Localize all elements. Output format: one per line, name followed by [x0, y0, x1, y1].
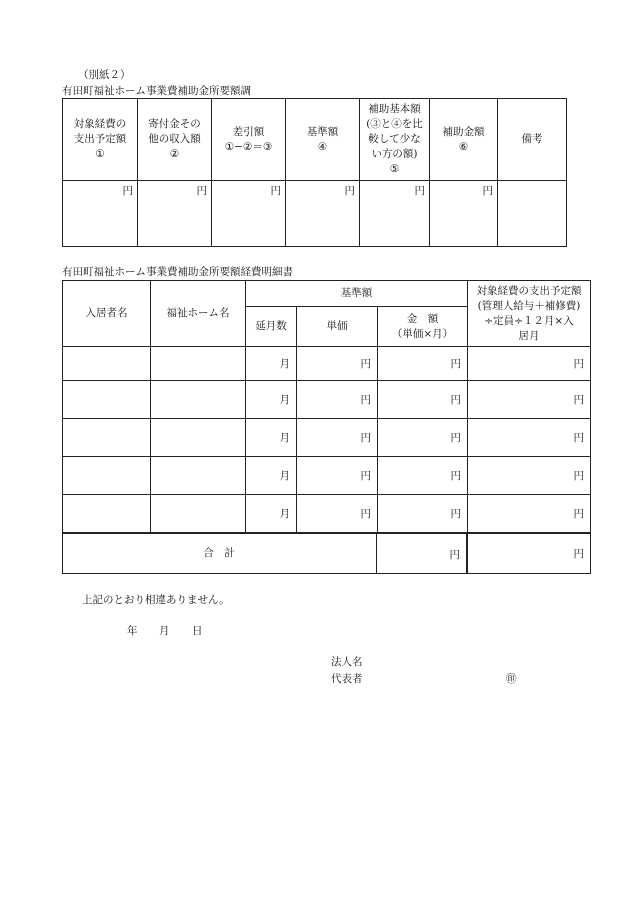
amount-cell[interactable]: 円 [378, 347, 468, 381]
resident-name-cell[interactable] [63, 381, 151, 419]
table2-title: 有田町福祉ホーム事業費補助金所要額経費明細書 [62, 266, 293, 278]
subsidy-value-row [63, 181, 567, 247]
yen-cell[interactable]: 円 [360, 181, 430, 247]
date-year: 年 [127, 625, 138, 637]
expense-detail-table [62, 280, 591, 574]
header-amount: 金 額 （単価×月） [378, 307, 468, 347]
expense-cell[interactable]: 円 [468, 381, 591, 419]
yen-cell[interactable]: 円 [430, 181, 498, 247]
unit-price-cell[interactable]: 円 [297, 347, 378, 381]
header-home-name: 福祉ホーム名 [151, 281, 246, 347]
home-name-cell[interactable] [151, 347, 246, 381]
yen-cell[interactable]: 円 [63, 181, 138, 247]
seal-mark: ㊞ [506, 673, 517, 685]
unit-price-cell[interactable]: 円 [297, 457, 378, 495]
months-cell[interactable]: 月 [246, 495, 297, 533]
header-remarks: 備考 [498, 99, 567, 181]
months-cell[interactable]: 月 [246, 347, 297, 381]
months-cell[interactable]: 月 [246, 457, 297, 495]
detail-header-row-1 [63, 281, 591, 307]
expense-cell[interactable]: 円 [468, 457, 591, 495]
representative-label: 代表者 [331, 673, 363, 685]
header-difference: 差引額 ①−②＝③ [212, 99, 286, 181]
home-name-cell[interactable] [151, 457, 246, 495]
resident-name-cell[interactable] [63, 347, 151, 381]
yen-cell[interactable]: 円 [212, 181, 286, 247]
table-row [63, 347, 591, 381]
amount-cell[interactable]: 円 [378, 419, 468, 457]
total-amount-value: 円 [449, 549, 460, 561]
amount-cell[interactable]: 円 [378, 495, 468, 533]
resident-name-cell[interactable] [63, 495, 151, 533]
header-donation-income: 寄付金その 他の収入額 ② [138, 99, 212, 181]
months-cell[interactable]: 月 [246, 419, 297, 457]
header-base-amount: 基準額 [246, 281, 468, 307]
date-day: 日 [192, 625, 203, 637]
attachment-label: （別紙２） [78, 69, 131, 81]
home-name-cell[interactable] [151, 381, 246, 419]
months-cell[interactable]: 月 [246, 381, 297, 419]
corporation-label: 法人名 [331, 656, 363, 668]
table-row [63, 419, 591, 457]
confirmation-text: 上記のとおり相違ありません。 [82, 594, 230, 606]
unit-price-cell[interactable]: 円 [297, 381, 378, 419]
yen-cell[interactable]: 円 [138, 181, 212, 247]
header-expense-planned: 対象経費の 支出予定額 ① [63, 99, 138, 181]
total-label-overlay: 合 計 [63, 534, 375, 572]
date-month: 月 [159, 625, 170, 637]
header-months: 延月数 [246, 307, 297, 347]
resident-name-cell[interactable] [63, 419, 151, 457]
expense-cell[interactable]: 円 [468, 419, 591, 457]
header-expense-formula: 対象経費の支出予定額 (管理人給与＋補修費) ÷定員÷１２月×入 居月 [468, 281, 591, 347]
header-unit-price: 単価 [297, 307, 378, 347]
total-expense-cell[interactable]: 円 [468, 533, 591, 574]
expense-cell[interactable]: 円 [468, 495, 591, 533]
remarks-cell[interactable] [498, 181, 567, 247]
table-row [63, 457, 591, 495]
table1-title: 有田町福祉ホーム事業費補助金所要額調 [62, 85, 251, 97]
unit-price-cell[interactable]: 円 [297, 495, 378, 533]
amount-cell[interactable]: 円 [378, 381, 468, 419]
table-row [63, 381, 591, 419]
table-row [63, 495, 591, 533]
resident-name-cell[interactable] [63, 457, 151, 495]
header-resident-name: 入居者名 [63, 281, 151, 347]
yen-cell[interactable]: 円 [286, 181, 360, 247]
expense-cell[interactable]: 円 [468, 347, 591, 381]
header-subsidy-base: 補助基本額 (③と④を比 較して少な い方の額) ⑤ [360, 99, 430, 181]
subsidy-header-row [63, 99, 567, 181]
amount-cell[interactable]: 円 [378, 457, 468, 495]
subsidy-amount-table [62, 98, 567, 247]
home-name-cell[interactable] [151, 419, 246, 457]
total-amount-cell[interactable] [376, 532, 467, 573]
home-name-cell[interactable] [151, 495, 246, 533]
unit-price-cell[interactable]: 円 [297, 419, 378, 457]
header-base-amount: 基準額 ④ [286, 99, 360, 181]
header-subsidy-amount: 補助金額 ⑥ [430, 99, 498, 181]
